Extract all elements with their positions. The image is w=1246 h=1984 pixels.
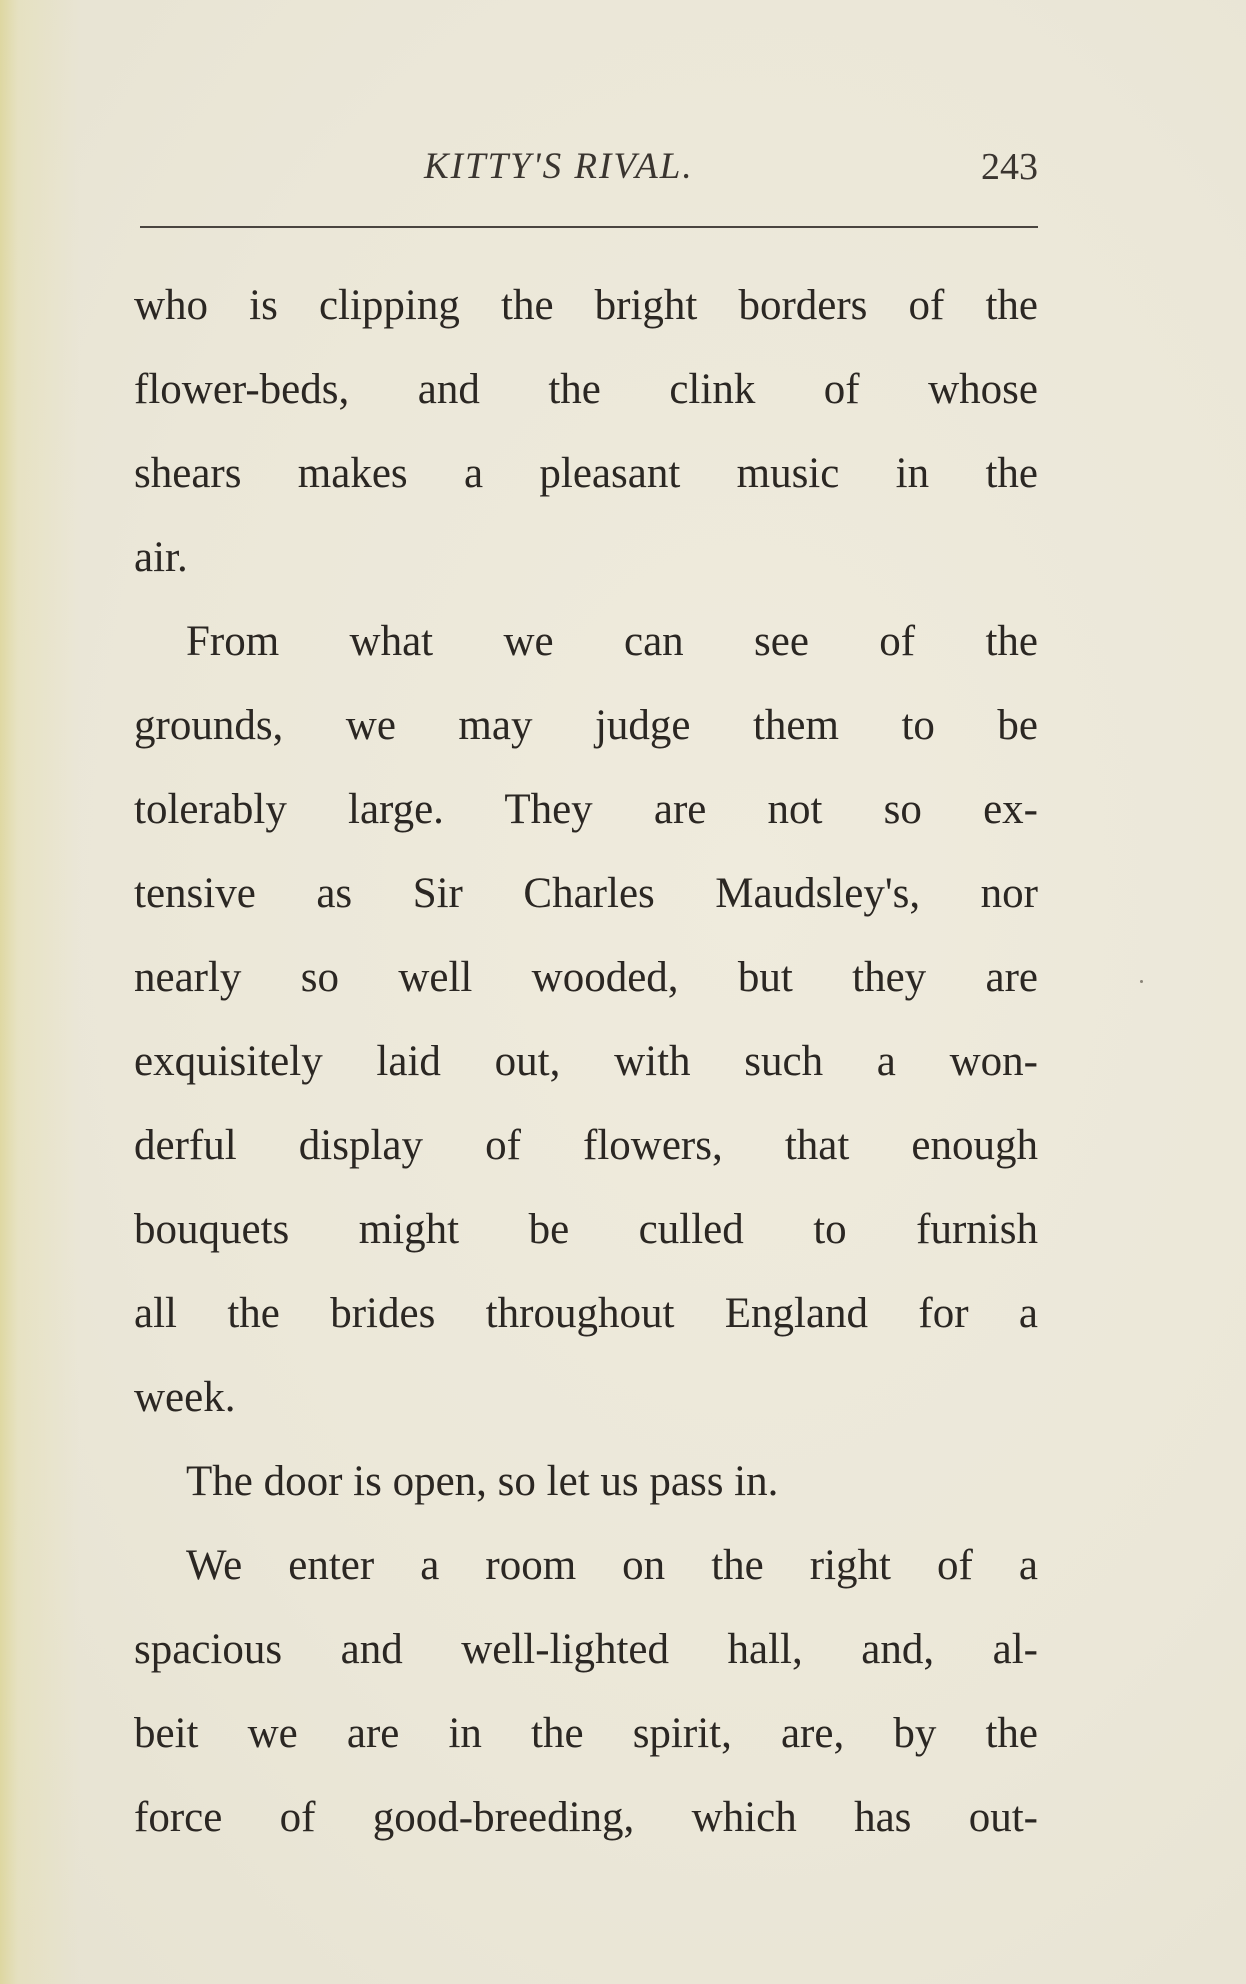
text-line: all the brides throughout England for a	[134, 1290, 1038, 1337]
text-line: shears makes a pleasant music in the	[134, 450, 1038, 497]
text-line: exquisitely laid out, with such a won-	[134, 1038, 1038, 1085]
header-rule	[140, 226, 1038, 228]
text-line: spacious and well-lighted hall, and, al-	[134, 1626, 1038, 1673]
text-line: nearly so well wooded, but they are	[134, 954, 1038, 1001]
body-text	[134, 264, 1038, 1860]
text-line: The door is open, so let us pass in.	[186, 1458, 779, 1505]
text-line: derful display of flowers, that enough	[134, 1122, 1038, 1169]
paper-speck	[1140, 980, 1143, 983]
text-line: tolerably large. They are not so ex-	[134, 786, 1038, 833]
text-line: air.	[134, 534, 188, 581]
page-number: 243	[981, 146, 1038, 188]
running-head	[134, 145, 1038, 195]
running-title: KITTY'S RIVAL.	[424, 146, 694, 187]
text-line: grounds, we may judge them to be	[134, 702, 1038, 749]
text-line: flower-beds, and the clink of whose	[134, 366, 1038, 413]
text-line: force of good-breeding, which has out-	[134, 1794, 1038, 1841]
text-line: week.	[134, 1374, 236, 1421]
text-line: beit we are in the spirit, are, by the	[134, 1710, 1038, 1757]
text-line: tensive as Sir Charles Maudsley's, nor	[134, 870, 1038, 917]
text-line: bouquets might be culled to furnish	[134, 1206, 1038, 1253]
text-line: who is clipping the bright borders of the	[134, 282, 1038, 329]
text-line: We enter a room on the right of a	[186, 1542, 1038, 1589]
text-line: From what we can see of the	[186, 618, 1038, 665]
